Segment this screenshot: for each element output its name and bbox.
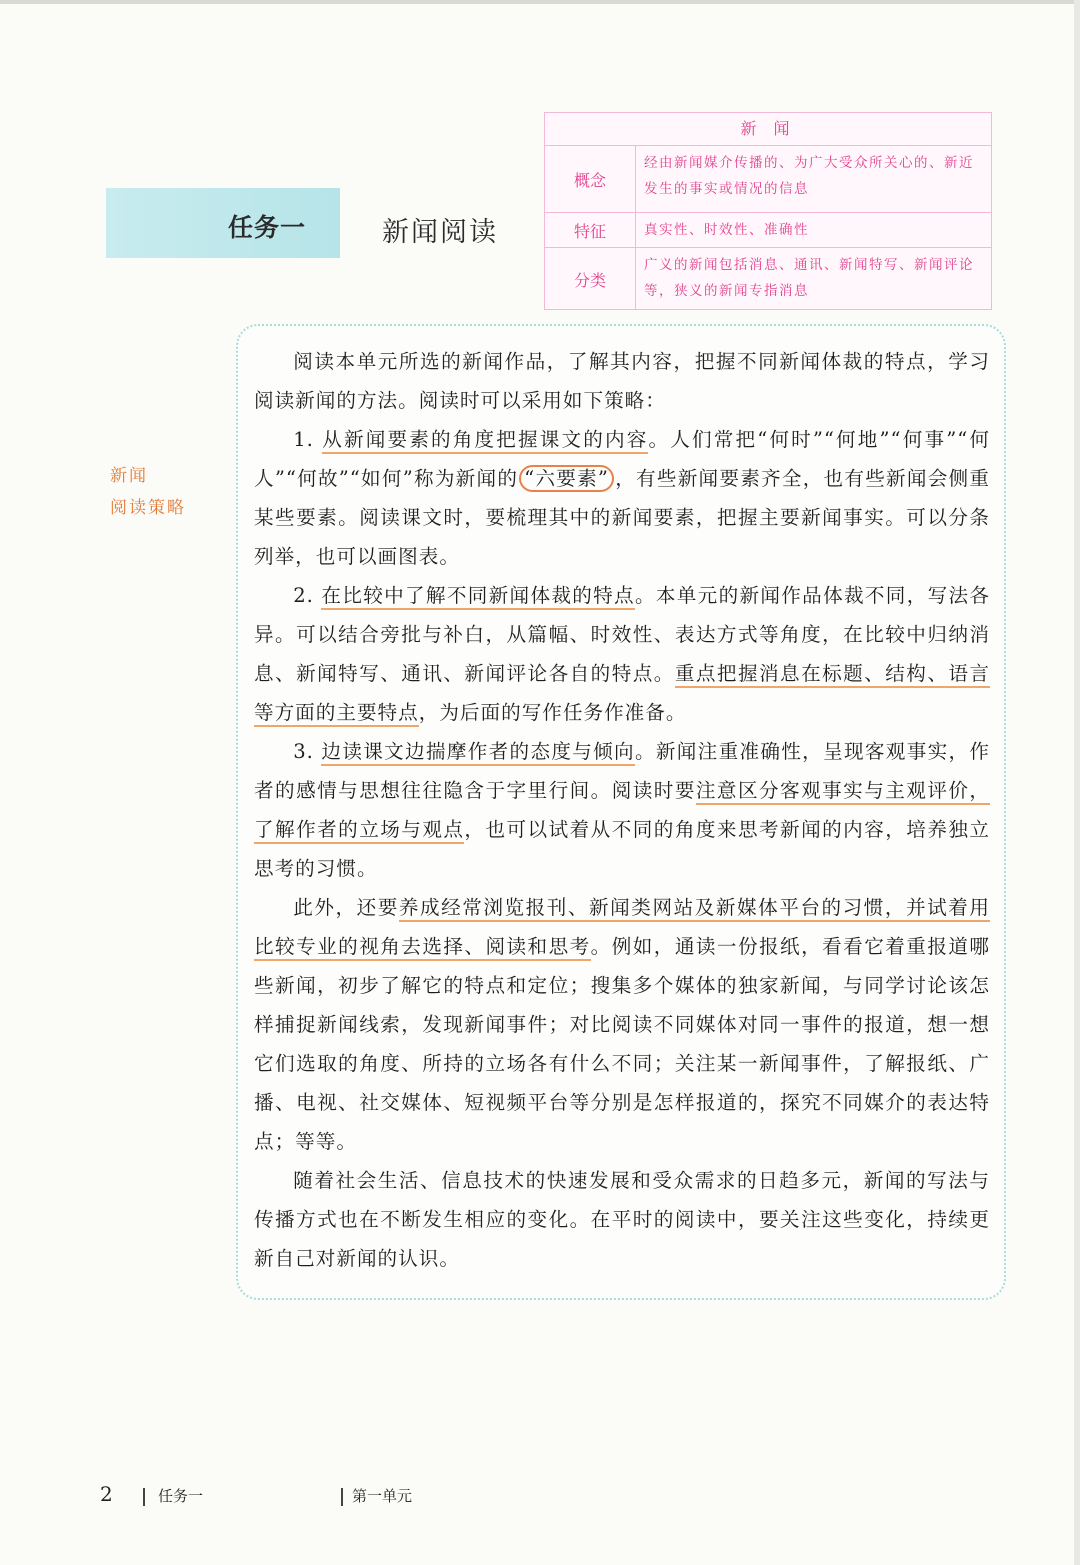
table-row-feature — [545, 213, 991, 248]
main-text — [254, 342, 990, 1278]
underlined-text: 从新闻要素的角度把握课文的内容 — [322, 428, 648, 454]
underlined-text: 养成经常浏览报刊、新闻类网站及新媒体平台的习惯，并试着用比较专业的视角去选择、阅读和思考 — [254, 896, 990, 961]
paragraph-habits — [254, 888, 990, 1161]
row-key: 特征 — [545, 213, 636, 247]
underlined-text: 边读课文边揣摩作者的态度与倾向 — [321, 740, 635, 766]
page-footer — [100, 1482, 500, 1512]
paragraph-strategy-3 — [254, 732, 990, 888]
text: 。本单元的新闻作品体裁不同，写法各异。可以结合旁批与补白，从篇幅、时效性、表达方式等角度，在比较中归纳消息、新闻特写、通讯、新闻评论各自的特点。 — [254, 584, 990, 685]
table-header: 新 闻 — [545, 113, 991, 146]
text: 。新闻注重准确性，呈现客观事实，作者的感情与思想往往隐含于字里行间。阅读时要 — [254, 740, 990, 802]
page-number: 2 — [100, 1482, 113, 1506]
text: ，为后面的写作任务作准备。 — [418, 701, 687, 724]
footer-divider — [143, 1488, 145, 1506]
text: 。例如，通读一份报纸，看看它着重报道哪些新闻，初步了解它的特点和定位；搜集多个媒体的独家新闻，与同学讨论该怎样捕捉新闻线索，发现新闻事件；对比阅读不同媒体对同一事件的报道，想一想它们选取的角度、所持的立场各有什么不同；关注某一新闻事件，了解报纸、广播、电视、社交媒体、短视频平台等分别是怎样报道的，探究不同媒介的表达特点；等等。 — [254, 935, 991, 1153]
paragraph-intro: 阅读本单元所选的新闻作品，了解其内容，把握不同新闻体裁的特点，学习阅读新闻的方法。阅读时可以采用如下策略： — [254, 350, 990, 412]
paragraph-strategy-2 — [254, 576, 990, 732]
item-number: 2. — [293, 584, 322, 607]
item-number: 3. — [293, 740, 322, 763]
page-top-edge — [0, 0, 1080, 4]
task-title: 新闻阅读 — [382, 217, 498, 248]
row-value: 真实性、时效性、准确性 — [644, 222, 809, 238]
row-value: 广义的新闻包括消息、通讯、新闻特写、新闻评论等，狭义的新闻专指消息 — [644, 257, 974, 299]
side-note-line: 阅读策略 — [110, 498, 186, 518]
footer-unit: 第一单元 — [352, 1487, 413, 1505]
row-value: 经由新闻媒介传播的、为广大受众所关心的、新近发生的事实或情况的信息 — [644, 155, 974, 197]
footer-section: 任务一 — [158, 1487, 204, 1505]
row-key: 分类 — [545, 248, 636, 310]
item-number: 1. — [293, 428, 323, 451]
page-right-edge — [1074, 0, 1080, 1565]
paragraph-conclusion: 随着社会生活、信息技术的快速发展和受众需求的日趋多元，新闻的写法与传播方式也在不断发生相应的变化。在平时的阅读中，要关注这些变化，持续更新自己对新闻的认识。 — [254, 1169, 990, 1270]
circled-text: “六要素” — [519, 465, 614, 492]
text: 此外，还要 — [293, 896, 399, 919]
row-key: 概念 — [545, 146, 636, 212]
text: ，也可以试着从不同的角度来思考新闻的内容，培养独立思考的习惯。 — [254, 818, 991, 880]
table-row-concept — [545, 146, 991, 213]
text: ，有些新闻要素齐全，也有些新闻会侧重某些要素。阅读课文时，要梳理其中的新闻要素，把握主要新闻事实。可以分条列举，也可以画图表。 — [254, 467, 990, 568]
underlined-text: 注意区分客观事实与主观评价，了解作者的立场与观点 — [254, 779, 990, 844]
underlined-text: 在比较中了解不同新闻体裁的特点 — [321, 584, 635, 610]
side-note-line: 新闻 — [110, 466, 148, 486]
text: 。人们常把“何时”“何地”“何事”“何人”“何故”“如何”称为新闻的 — [254, 428, 990, 490]
footer-divider — [341, 1488, 343, 1506]
underlined-text: 重点把握消息在标题、结构、语言等方面的主要特点 — [254, 662, 990, 727]
task-label: 任务一 — [228, 213, 307, 242]
paragraph-strategy-1 — [254, 420, 990, 576]
table-row-category — [545, 248, 991, 310]
news-concept-table — [544, 112, 992, 310]
side-note — [110, 460, 186, 524]
